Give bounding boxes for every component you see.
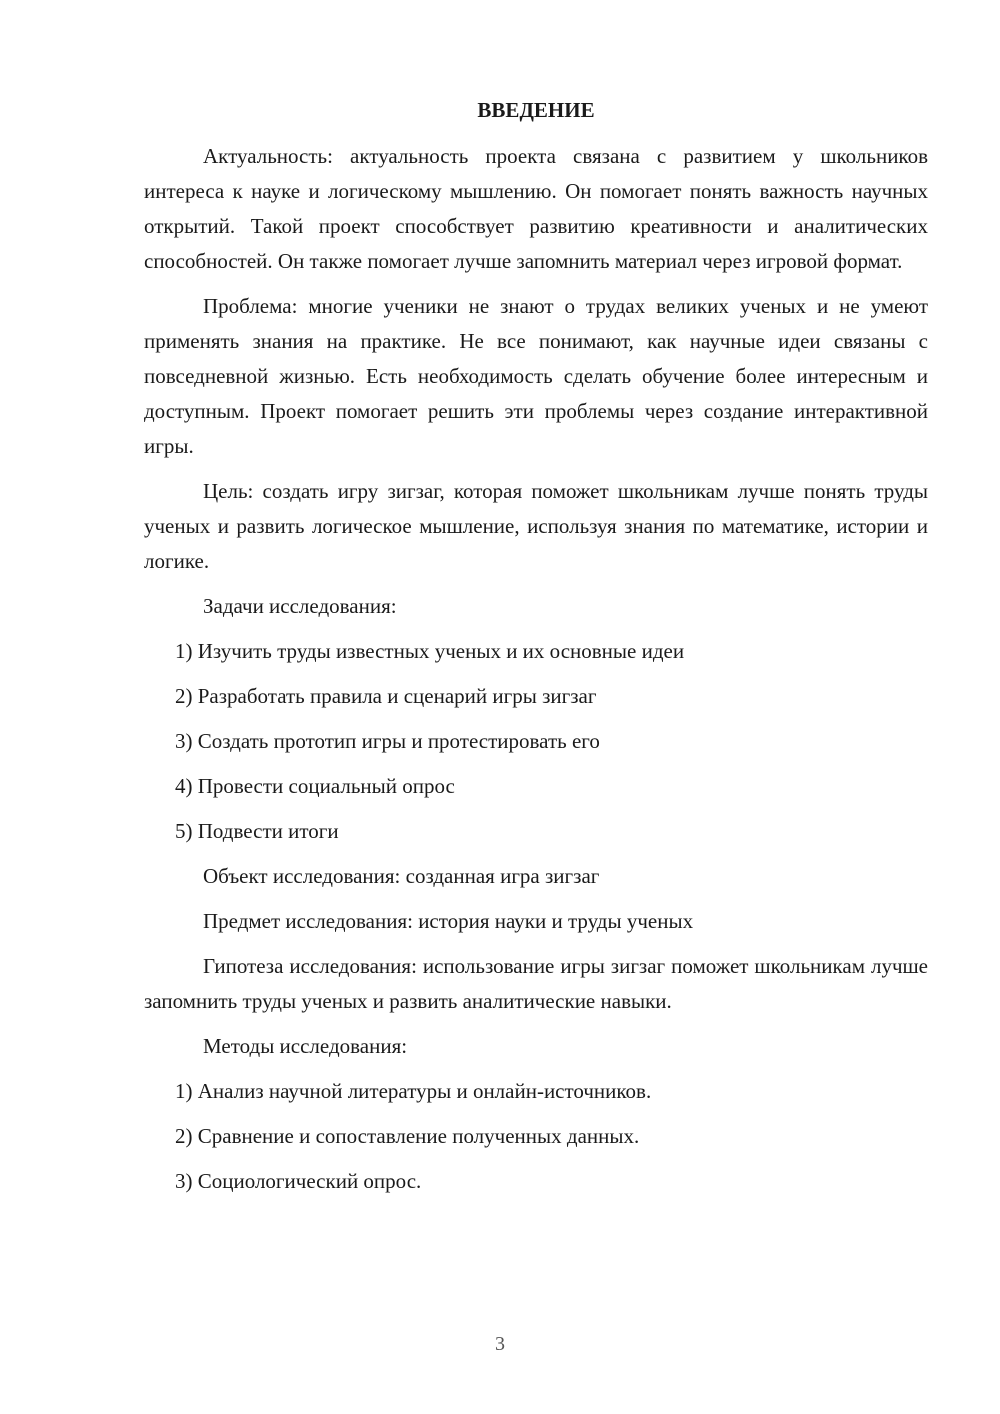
tasks-label: Задачи исследования: [203, 594, 397, 618]
goal-paragraph: Цель: создать игру зигзаг, которая поможет школьникам лучше понять труды ученых и развить логическое мышление, используя знания по математике, истории и логике. [144, 479, 928, 573]
problem-paragraph: Проблема: многие ученики не знают о трудах великих ученых и не умеют применять знания на практике. Не все понимают, как научные идеи связаны с повседневной жизнью. Есть необходимость сделать обучение более интересным и доступным. Проект помогает решить эти проблемы через создание интерактивной игры. [144, 294, 928, 458]
list-item: 2) Разработать правила и сценарий игры зигзаг [175, 684, 597, 708]
list-item: 1) Изучить труды известных ученых и их основные идеи [175, 639, 685, 663]
tasks-list [144, 634, 928, 849]
methods-label: Методы исследования: [203, 1034, 408, 1058]
methods-list [144, 1074, 928, 1199]
page-number: 3 [495, 1333, 505, 1355]
page-title: ВВЕДЕНИЕ [477, 98, 595, 122]
list-item: 3) Создать прототип игры и протестировать его [175, 729, 600, 753]
relevance-paragraph: Актуальность: актуальность проекта связана с развитием у школьников интереса к науке и логическому мышлению. Он помогает понять важность научных открытий. Такой проект способствует развитию креативности и аналитических способностей. Он также помогает лучше запомнить материал через игровой формат. [144, 144, 928, 273]
list-item: 2) Сравнение и сопоставление полученных данных. [175, 1124, 640, 1148]
hypothesis-paragraph: Гипотеза исследования: использование игры зигзаг поможет школьникам лучше запомнить труды ученых и развить аналитические навыки. [144, 954, 928, 1013]
subject-line: Предмет исследования: история науки и труды ученых [203, 909, 694, 933]
list-item: 4) Провести социальный опрос [175, 774, 455, 798]
list-item: 3) Социологический опрос. [175, 1169, 422, 1193]
list-item: 5) Подвести итоги [175, 819, 339, 843]
document-page [144, 95, 928, 1209]
object-line: Объект исследования: созданная игра зигзаг [203, 864, 600, 888]
list-item: 1) Анализ научной литературы и онлайн-источников. [175, 1079, 652, 1103]
